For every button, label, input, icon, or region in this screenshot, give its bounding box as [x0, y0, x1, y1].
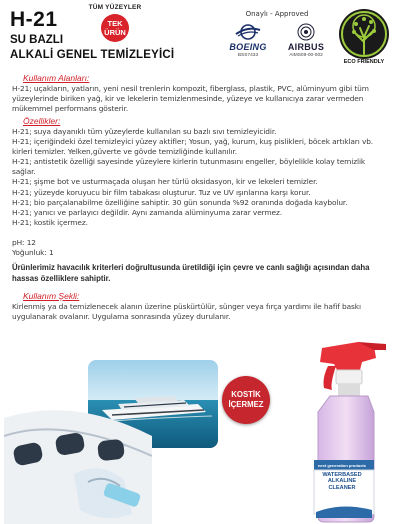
- eco-friendly-badge: [336, 8, 392, 70]
- boeing-name: BOEING: [229, 42, 267, 52]
- product-imagery: [0, 336, 400, 524]
- product-subtitle-2: ALKALİ GENEL TEMİZLEYİCİ: [10, 49, 175, 61]
- approval-block: [222, 10, 332, 70]
- feature-item: H-21; yüzeyde koruyucu bir film tabakası oluşturur. Tuz ve UV ışınlarına karşı korur.: [12, 187, 311, 197]
- boeing-logo: [222, 22, 274, 58]
- caustic-badge-line-1: KOSTİK: [231, 390, 261, 399]
- usage-areas-text: H-21; uçakların, yatların, yeni nesil trenlerin kompozit, fiberglass, plastik, PVC, alüminyum gibi tüm yüzeylerinde biriken yağ, kir ve lekelerin temizlenmesinde, yüzeye ve kullanıcıya zarar vermeden mükemmel performans gösterir.: [12, 84, 369, 114]
- single-product-seal: [101, 14, 129, 42]
- boeing-code: BSS7433: [237, 53, 259, 58]
- bottle-label: WATERBASED ALKALINE CLEANER: [322, 472, 362, 491]
- tree-icon: [336, 8, 392, 64]
- ph-value: pH: 12: [12, 238, 36, 247]
- specs: [12, 238, 390, 258]
- density-value: Yoğunluk: 1: [12, 248, 54, 258]
- badge-line-2: ÜRÜN: [104, 28, 126, 37]
- cleaning-photo: [4, 396, 152, 524]
- features-title: Özellikler:: [23, 116, 61, 126]
- feature-item: H-21; içeriğindeki özel temizleyici yüzey aktifler; Yosun, yağ, kurum, kuş pislikleri, böcek artıkları vb. kirleri temizler. Yelken,güverte ve gövde temizliğinde kullanılır.: [12, 137, 374, 157]
- approval-label: Onaylı - Approved: [245, 10, 309, 18]
- bottle-brand: next generation products: [317, 463, 366, 468]
- airbus-emblem-icon: [280, 22, 332, 42]
- all-surfaces-badge: [86, 4, 144, 50]
- feature-item: H-21; kostik içermez.: [12, 217, 88, 227]
- product-code: H-21: [10, 8, 58, 31]
- badge-line-1: TEK: [107, 19, 123, 28]
- feature-item: H-21; antistetik özelliği sayesinde yüzeylere kirlerin tutunmasını engeller, böylelikle kolay temizlik sağlar.: [12, 157, 366, 177]
- feature-item: H-21; bio parçalanabilme özelliğine sahiptir. 30 gün sonunda %92 oranında doğada kaybolur.: [12, 197, 348, 207]
- airbus-name: AIRBUS: [287, 42, 325, 52]
- spray-bottle-icon: [262, 336, 400, 524]
- feature-item: H-21; suya dayanıklı tüm yüzeylerde kullanılan su bazlı sıvı temizleyicidir.: [12, 127, 277, 136]
- badge-arc-text: TÜM YÜZEYLER: [88, 4, 142, 11]
- how-to-use-text: Kirlenmiş ya da temizlenecek alanın üzerine püskürtülür, sünger veya fırça yardımı ile hafif baskı uygulanarak ovalanır. Uygulama sonrasında yüzey durulanır.: [12, 302, 361, 322]
- product-subtitle-1: SU BAZLI: [10, 34, 64, 46]
- usage-areas-title: Kullanım Alanları:: [23, 73, 90, 83]
- airbus-logo: [280, 22, 332, 58]
- boeing-emblem-icon: [222, 22, 274, 42]
- caustic-badge-line-2: İÇERMEZ: [228, 400, 264, 409]
- airbus-code: AIMS09-00-002: [289, 53, 323, 58]
- feature-item: H-21; yanıcı ve parlayıcı değildir. Aynı zamanda alüminyuma zarar vermez.: [12, 207, 283, 217]
- features-list: [12, 127, 390, 228]
- eco-friendly-label: ECO FRIENDLY: [343, 59, 385, 65]
- aviation-note: Ürünlerimiz havacılık kriterleri doğrultusunda üretildiği için çevre ve canlı sağlığı açısından daha hassas özelliklere sahiptir.: [12, 263, 370, 283]
- how-to-use-title: Kullanım Şekli:: [23, 291, 80, 301]
- feature-item: H-21; şişme bot ve usturmaçada oluşan her türlü oksidasyon, kir ve lekeleri temizler.: [12, 177, 318, 187]
- approval-logos: [222, 22, 332, 58]
